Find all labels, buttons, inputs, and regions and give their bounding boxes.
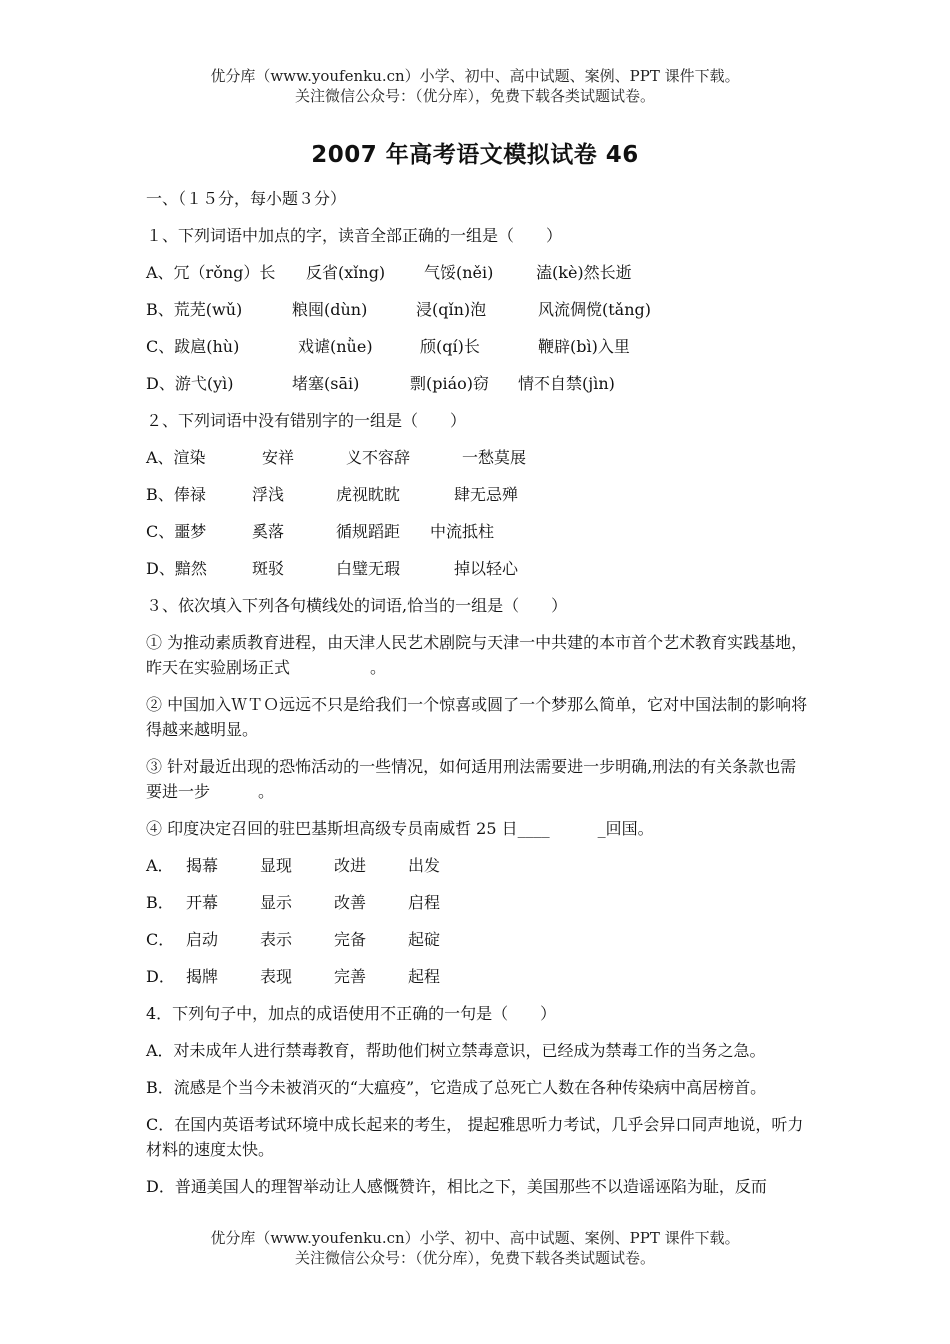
q3-a-3: 改进 bbox=[334, 856, 367, 875]
question-3-stem: ３、依次填入下列各句横线处的词语,恰当的一组是（ ） bbox=[146, 596, 568, 615]
q3-d-3: 完善 bbox=[334, 967, 367, 986]
q3-a-label: A． bbox=[146, 856, 174, 875]
q4-option-b: B．流感是个当今未被消灭的“大瘟疫”，它造成了总死亡人数在各种传染病中高居榜首。 bbox=[146, 1078, 767, 1097]
q3-b-3: 改善 bbox=[334, 893, 367, 912]
q3-c-2: 表示 bbox=[260, 930, 293, 949]
q1-a-3: 气馁(něi) bbox=[424, 263, 494, 282]
q2-option-b bbox=[146, 482, 810, 519]
q2-b-1: B、俸禄 bbox=[146, 485, 206, 504]
q2-option-d bbox=[146, 556, 810, 593]
q3-b-4: 启程 bbox=[408, 893, 441, 912]
q3-option-b bbox=[146, 890, 810, 927]
q2-a-4: 一愁莫展 bbox=[462, 448, 527, 467]
q2-b-3: 虎视眈眈 bbox=[336, 485, 401, 504]
q3-d-4: 起程 bbox=[408, 967, 441, 986]
q3-c-4: 起碇 bbox=[408, 930, 441, 949]
q3-c-1: 启动 bbox=[186, 930, 219, 949]
q2-a-3: 义不容辞 bbox=[346, 448, 411, 467]
q1-b-3: 浸(qǐn)泡 bbox=[416, 300, 487, 319]
q3-b-label: B． bbox=[146, 893, 174, 912]
q3-option-d bbox=[146, 964, 810, 1001]
q2-d-1: D、黯然 bbox=[146, 559, 207, 578]
q3-d-2: 表现 bbox=[260, 967, 293, 986]
q4-option-d: D．普通美国人的理智举动让人感慨赞许，相比之下，美国那些不以造谣诬陷为耻，反而 bbox=[146, 1177, 767, 1196]
q3-b-2: 显示 bbox=[260, 893, 293, 912]
q1-option-c bbox=[146, 334, 810, 371]
q1-c-1: C、跋扈(hù) bbox=[146, 337, 240, 356]
q2-c-1: C、噩梦 bbox=[146, 522, 207, 541]
q3-option-c bbox=[146, 927, 810, 964]
q1-option-d bbox=[146, 371, 810, 408]
question-2-stem: ２、下列词语中没有错别字的一组是（ ） bbox=[146, 411, 467, 430]
q2-option-c bbox=[146, 519, 810, 556]
q3-sentence-1: ① 为推动素质教育进程，由天津人民艺术剧院与天津一中共建的本市首个艺术教育实践基地，昨天在实验剧场正式 。 bbox=[146, 633, 808, 677]
q1-option-a bbox=[146, 260, 810, 297]
question-1-stem: １、下列词语中加点的字，读音全部正确的一组是（ ） bbox=[146, 226, 563, 245]
q1-option-b bbox=[146, 297, 810, 334]
q1-c-2: 戏谑(nǜe) bbox=[298, 337, 373, 356]
q2-option-a bbox=[146, 445, 810, 482]
q2-b-4: 肆无忌殚 bbox=[454, 485, 519, 504]
q1-d-4: 情不自禁(jìn) bbox=[518, 374, 615, 393]
q1-d-2: 堵塞(sāi) bbox=[292, 374, 360, 393]
q3-sentence-2: ② 中国加入ＷＴＯ远远不只是给我们一个惊喜或圆了一个梦那么简单，它对中国法制的影响将 得越来越明显。 bbox=[146, 695, 845, 739]
page-title: 2007 年高考语文模拟试卷 46 bbox=[311, 142, 639, 168]
q2-a-2: 安祥 bbox=[262, 448, 295, 467]
q1-b-1: B、荒芜(wǔ) bbox=[146, 300, 243, 319]
q2-c-3: 循规蹈距 bbox=[336, 522, 401, 541]
q2-d-4: 掉以轻心 bbox=[454, 559, 519, 578]
q3-d-1: 揭牌 bbox=[186, 967, 219, 986]
header-line-1: 优分库（www.youfenku.cn）小学、初中、高中试题、案例、PPT 课件下载。 bbox=[210, 67, 740, 85]
q3-a-4: 出发 bbox=[408, 856, 441, 875]
q1-a-4: 溘(kè)然长逝 bbox=[536, 263, 632, 282]
footer-line-1: 优分库（www.youfenku.cn）小学、初中、高中试题、案例、PPT 课件下载。 bbox=[210, 1229, 740, 1247]
q4-option-c: C．在国内英语考试环境中成长起来的考生， 提起雅思听力考试，几乎会异口同声地说，听力材料的速度太快。 bbox=[146, 1115, 804, 1159]
q1-d-3: 剽(piáo)窃 bbox=[410, 374, 490, 393]
q1-d-1: D、游弋(yì) bbox=[146, 374, 234, 393]
q3-sentence-3: ③ 针对最近出现的恐怖活动的一些情况，如何适用刑法需要进一步明确,刑法的有关条款也需要进一步 。 bbox=[146, 757, 797, 801]
q2-b-2: 浮浅 bbox=[252, 485, 285, 504]
page-header bbox=[0, 66, 950, 106]
q4-option-a: A．对未成年人进行禁毒教育，帮助他们树立禁毒意识，已经成为禁毒工作的当务之急。 bbox=[146, 1041, 766, 1060]
page-footer bbox=[0, 1228, 950, 1268]
question-4-stem: 4．下列句子中，加点的成语使用不正确的一句是（ ） bbox=[146, 1004, 557, 1023]
q3-d-label: D． bbox=[146, 967, 175, 986]
q3-c-label: C． bbox=[146, 930, 175, 949]
q1-a-1: A、冗（rǒng）长 bbox=[146, 263, 276, 282]
q2-c-4: 中流抵柱 bbox=[430, 522, 495, 541]
q1-b-4: 风流倜傥(tǎng) bbox=[538, 300, 652, 319]
q3-option-a bbox=[146, 853, 810, 890]
q2-d-2: 斑驳 bbox=[252, 559, 285, 578]
footer-line-2: 关注微信公众号：（优分库），免费下载各类试题试卷。 bbox=[294, 1249, 655, 1267]
q3-sentence-4: ④ 印度决定召回的驻巴基斯坦高级专员南威哲 25 日____ _回国。 bbox=[146, 819, 654, 838]
q3-b-1: 开幕 bbox=[186, 893, 219, 912]
q3-c-3: 完备 bbox=[334, 930, 367, 949]
q2-a-1: A、渲染 bbox=[146, 448, 206, 467]
q1-c-4: 鞭辟(bì)入里 bbox=[538, 337, 630, 356]
q1-c-3: 颀(qí)长 bbox=[420, 337, 480, 356]
section-heading: 一、（１５分，每小题３分） bbox=[146, 189, 347, 208]
q2-c-2: 奚落 bbox=[252, 522, 285, 541]
document-body bbox=[146, 186, 845, 1211]
header-line-2: 关注微信公众号：（优分库），免费下载各类试题试卷。 bbox=[294, 87, 655, 105]
q1-a-2: 反省(xǐng) bbox=[306, 263, 386, 282]
q2-d-3: 白璧无瑕 bbox=[336, 559, 401, 578]
q3-a-1: 揭幕 bbox=[186, 856, 219, 875]
q1-b-2: 粮囤(dùn) bbox=[292, 300, 368, 319]
q3-a-2: 显现 bbox=[260, 856, 293, 875]
